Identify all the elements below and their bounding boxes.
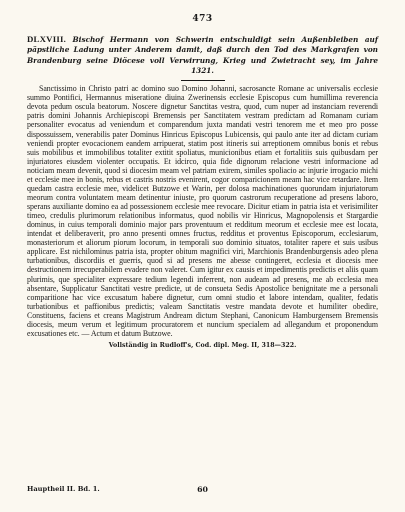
heading-divider <box>181 80 225 81</box>
document-number: DLXVIII. <box>27 34 66 44</box>
document-title: Bischof Hermann von Schwerin entschuldigt sein Außenbleiben auf päpstliche Ladung unter Anderem damit, daß durch den Tod des Markgrafen von Brandenburg seine Diöcese voll Verwirrung, Krieg und Zwietracht sey, im Jahre 1321. <box>27 35 378 75</box>
document-body: Sanctissimo in Christo patri ac domino suo Domino Johanni, sacrosancte Romane ac universalis ecclesie summo Pontifici, Hermannus miseratione diuina Zwerinensis ecclesie Episcopus cum humillima reverencia devota pedum oscula beatorum. Noscere dignetur Sanctitas vestra, quod, cum nuper ad instanciam reverendi patris domini Johannis Archiepiscopi Bremensis per Sanctitatem vestram predictam ad Romanam curiam personaliter evocatus ad veniendum et comparendum juxta mandati vestri tenorem me et meo pro posse dispossuissem, venerabilis pater Dominus Hinricus Episcopus Lubicensis, qui paulo ante iter ad dictam curiam veniendi propter evocacionem eandem arripuerat, statim post itineris sui arreptionem omnibus bonis et rebus suis mobilibus et immobilibus totaliter extitit spoliatus, municionibus etiam et fortalitiis suis quibusdam per injuriatores eiusdem violenter occupatis. Et idcirco, quia fide dignorum relacione vestri informacione ad noticiam meam devenit, quod si diocesim meam vel patriam exirem, similes spoliacio ac injurie irrogacio michi et ecclesie mee in bonis, rebus et castris nostris evenirent, cogor comparicionem meam hac vice retardare. Item quedam castra ecclesie mee, videlicet Butzowe et Warin, per dolosa machinationes quorundam injuriatorum meorum contra voluntatem meam detinentur iniuste, pro quorum castrorum recuperatione ad presens laboro, sperans auxiliante domino ea ad possessionem ecclesie mee revocare. Dicitur etiam in patria ista et verisimiliter timeo, credulis plurimorum relationibus informatus, quod nobilis vir Hinricus, Magnopolensis et Stargardie dominus, in cuius temporali dominio major pars proventuum et redditum meorum et ecclesie mee est locata, intendat et deliberaverit, pro anno presenti omnes fructus, redditus et proventus Episcoporum, ecclesiarum, monasteriorum et aliorum piorum locorum, in temporali suo dominio situatos, totaliter rapere et suis usibus applicare. Est nichilominus patria ista, propter obitum magnifici viri, Marchionis Brandenburgensis adeo plena turbationibus, discordiis et guerris, quod si ad presens me abesse contingeret, ecclesia et diocesis mee destructionem irrecuperabilem evadere non valeret. Cum igitur ex causis et impedimentis predictis et aliis quam plurimis, que specialiter expressare tedium legendi inferrent, non audeam ad presens, me ab ecclesia mea absentare, Supplicatur Sanctitati vestre predicte, ut de consueta Sedis Apostolice benignitate me a personali comparitione hac vice excusatum habere dignetur, cum omni studio et labore intendam, qualiter, fedatis turbationibus et paffionibus predictis; valeam Sanctitatis vestre mandata devote et humiliter obedire, Constituens, faciens et creans Magistrum Andream dictum Stephani, Canonicum Hamburgensem Bremensis diocesis, meum verum et legitimum procuratorem et nuncium specialem ad allegandum et proponendum excusationes etc. — Actum et datum Butzowe. <box>27 84 378 338</box>
signature-mark: Hauptheil II. Bd. 1. <box>27 485 100 493</box>
sheet-number: 60 <box>197 485 208 494</box>
document-heading <box>27 34 378 76</box>
page-number: 473 <box>192 14 213 24</box>
source-citation: Vollständig in Rudloff's, Cod. dipl. Meg. II, 318—322. <box>108 341 297 349</box>
